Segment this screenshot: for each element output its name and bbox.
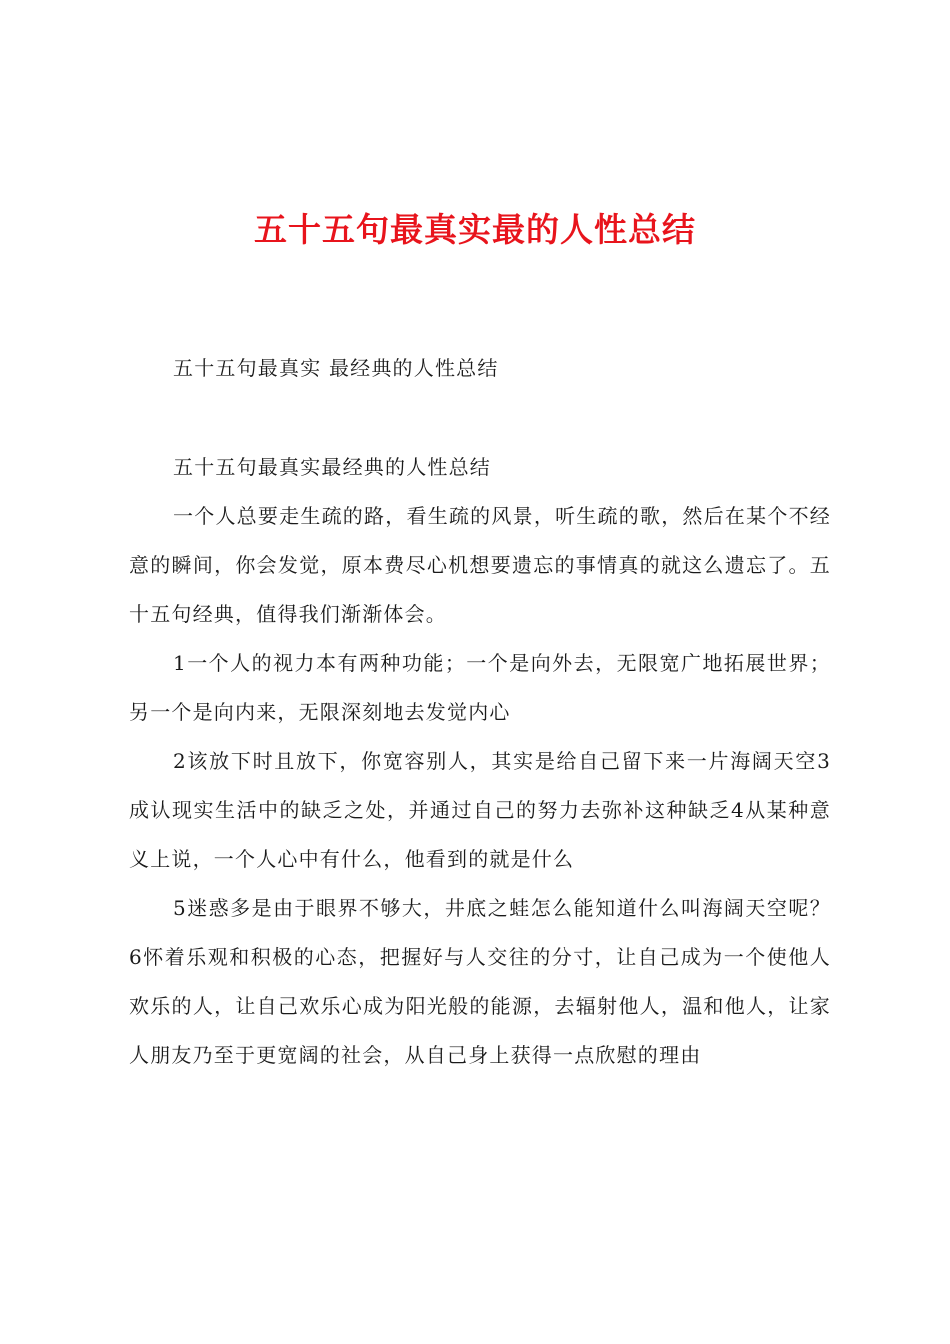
paragraph: 5迷惑多是由于眼界不够大，井底之蛙怎么能知道什么叫海阔天空呢？6怀着乐观和积极的心态，把握好与人交往的分寸，让自己成为一个使他人欢乐的人，让自己欢乐心成为阳光般的能源，去辐射他人，温和他人，让家人朋友乃至于更宽阔的社会，从自己身上获得一点欣慰的理由 (129, 896, 831, 1067)
paragraph: 五十五句最真实最经典的人性总结 (173, 455, 491, 479)
paragraph: 2该放下时且放下，你宽容别人，其实是给自己留下来一片海阔天空3成认现实生活中的缺乏之处，并通过自己的努力去弥补这种缺乏4从某种意义上说，一个人心中有什么，他看到的就是什么 (129, 749, 831, 871)
paragraph: 一个人总要走生疏的路，看生疏的风景，听生疏的歌，然后在某个不经意的瞬间，你会发觉，原本费尽心机想要遗忘的事情真的就这么遗忘了。五十五句经典，值得我们渐渐体会。 (129, 504, 831, 626)
document-title: 五十五句最真实最的人性总结 (254, 210, 696, 249)
document-subtitle: 五十五句最真实 最经典的人性总结 (173, 356, 499, 380)
paragraph: 1一个人的视力本有两种功能；一个是向外去，无限宽广地拓展世界；另一个是向内来，无限深刻地去发觉内心 (129, 651, 831, 724)
document-body (129, 344, 831, 1080)
